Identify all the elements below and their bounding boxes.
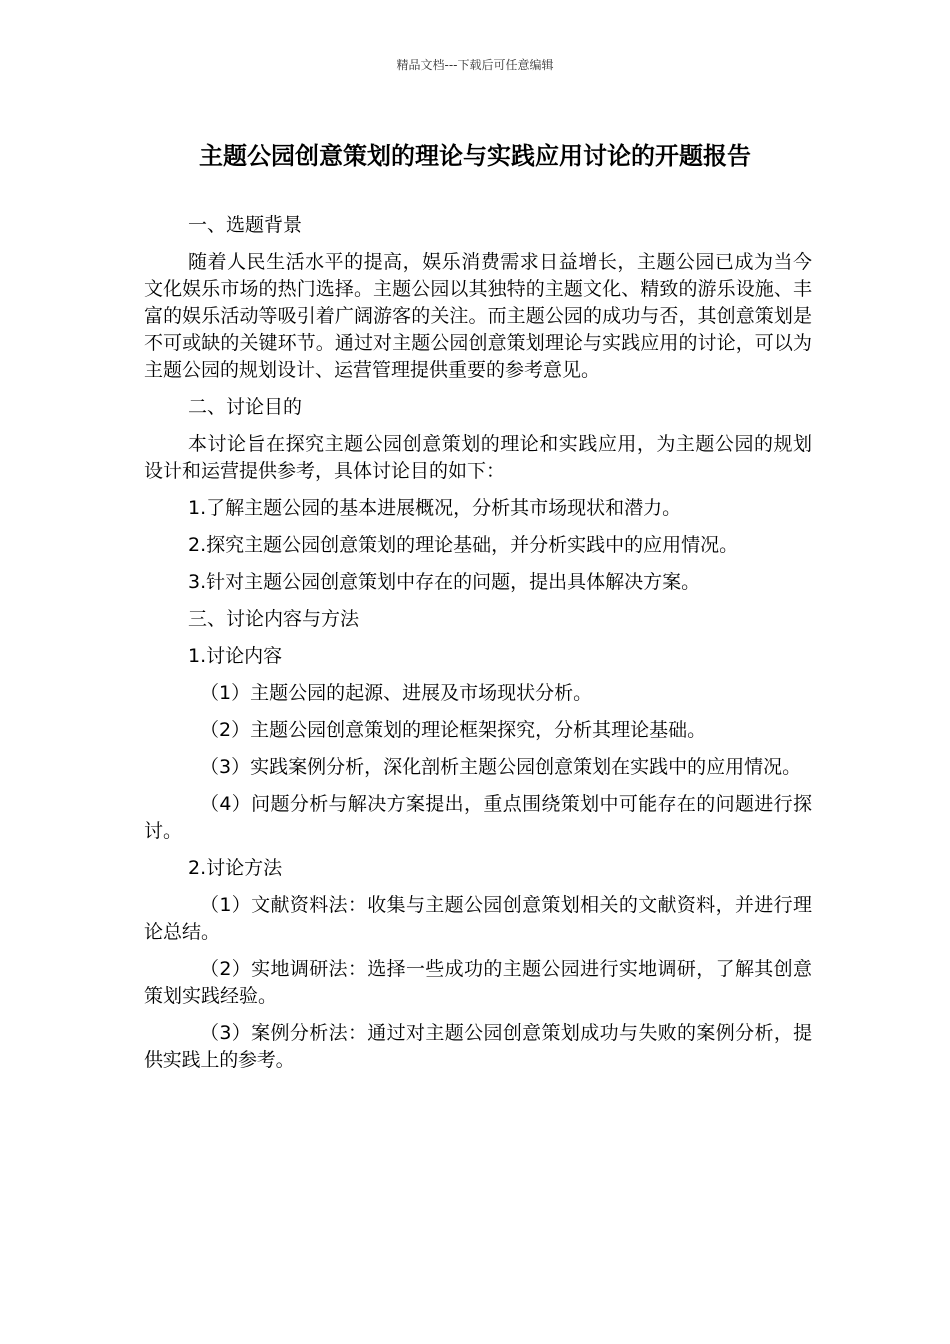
section-3-method-item-3: （3）案例分析法：通过对主题公园创意策划成功与失败的案例分析，提供实践上的参考。 — [144, 1022, 812, 1071]
section-3-content-item-2: （2）主题公园创意策划的理论框架探究，分析其理论基础。 — [200, 719, 707, 741]
section-3-content-item-1: （1）主题公园的起源、进展及市场现状分析。 — [200, 682, 593, 704]
section-3-method-item-2: （2）实地调研法：选择一些成功的主题公园进行实地调研，了解其创意策划实践经验。 — [144, 958, 812, 1007]
section-1-paragraph: 随着人民生活水平的提高，娱乐消费需求日益增长，主题公园已成为当今文化娱乐市场的热门选择。主题公园以其独特的主题文化、精致的游乐设施、丰富的娱乐活动等吸引着广阔游客的关注。而主题公园的成功与否，其创意策划是不可或缺的关键环节。通过对主题公园创意策划理论与实践应用的讨论，可以为主题公园的规划设计、运营管理提供重要的参考意见。 — [144, 251, 812, 381]
section-3-heading: 三、讨论内容与方法 — [188, 608, 360, 630]
section-2-heading: 二、讨论目的 — [188, 396, 303, 418]
section-2-item-3: 3.针对主题公园创意策划中存在的问题，提出具体解决方案。 — [188, 571, 701, 593]
section-1-heading: 一、选题背景 — [188, 214, 303, 236]
section-3-method-item-1: （1）文献资料法：收集与主题公园创意策划相关的文献资料，并进行理论总结。 — [144, 894, 812, 943]
document-title: 主题公园创意策划的理论与实践应用讨论的开题报告 — [199, 142, 751, 170]
section-3-content-heading: 1.讨论内容 — [188, 645, 283, 667]
section-3-content-item-4: （4）问题分析与解决方案提出，重点围绕策划中可能存在的问题进行探讨。 — [144, 793, 812, 842]
document-body — [144, 212, 812, 1084]
section-2-item-1: 1.了解主题公园的基本进展概况，分析其市场现状和潜力。 — [188, 497, 682, 519]
header-note: 精品文档---下载后可任意编辑 — [396, 58, 554, 72]
section-2-item-2: 2.探究主题公园创意策划的理论基础，并分析实践中的应用情况。 — [188, 534, 739, 556]
section-3-method-heading: 2.讨论方法 — [188, 857, 283, 879]
section-3-content-item-3: （3）实践案例分析，深化剖析主题公园创意策划在实践中的应用情况。 — [200, 756, 802, 778]
section-2-paragraph: 本讨论旨在探究主题公园创意策划的理论和实践应用，为主题公园的规划设计和运营提供参考，具体讨论目的如下： — [144, 433, 812, 482]
